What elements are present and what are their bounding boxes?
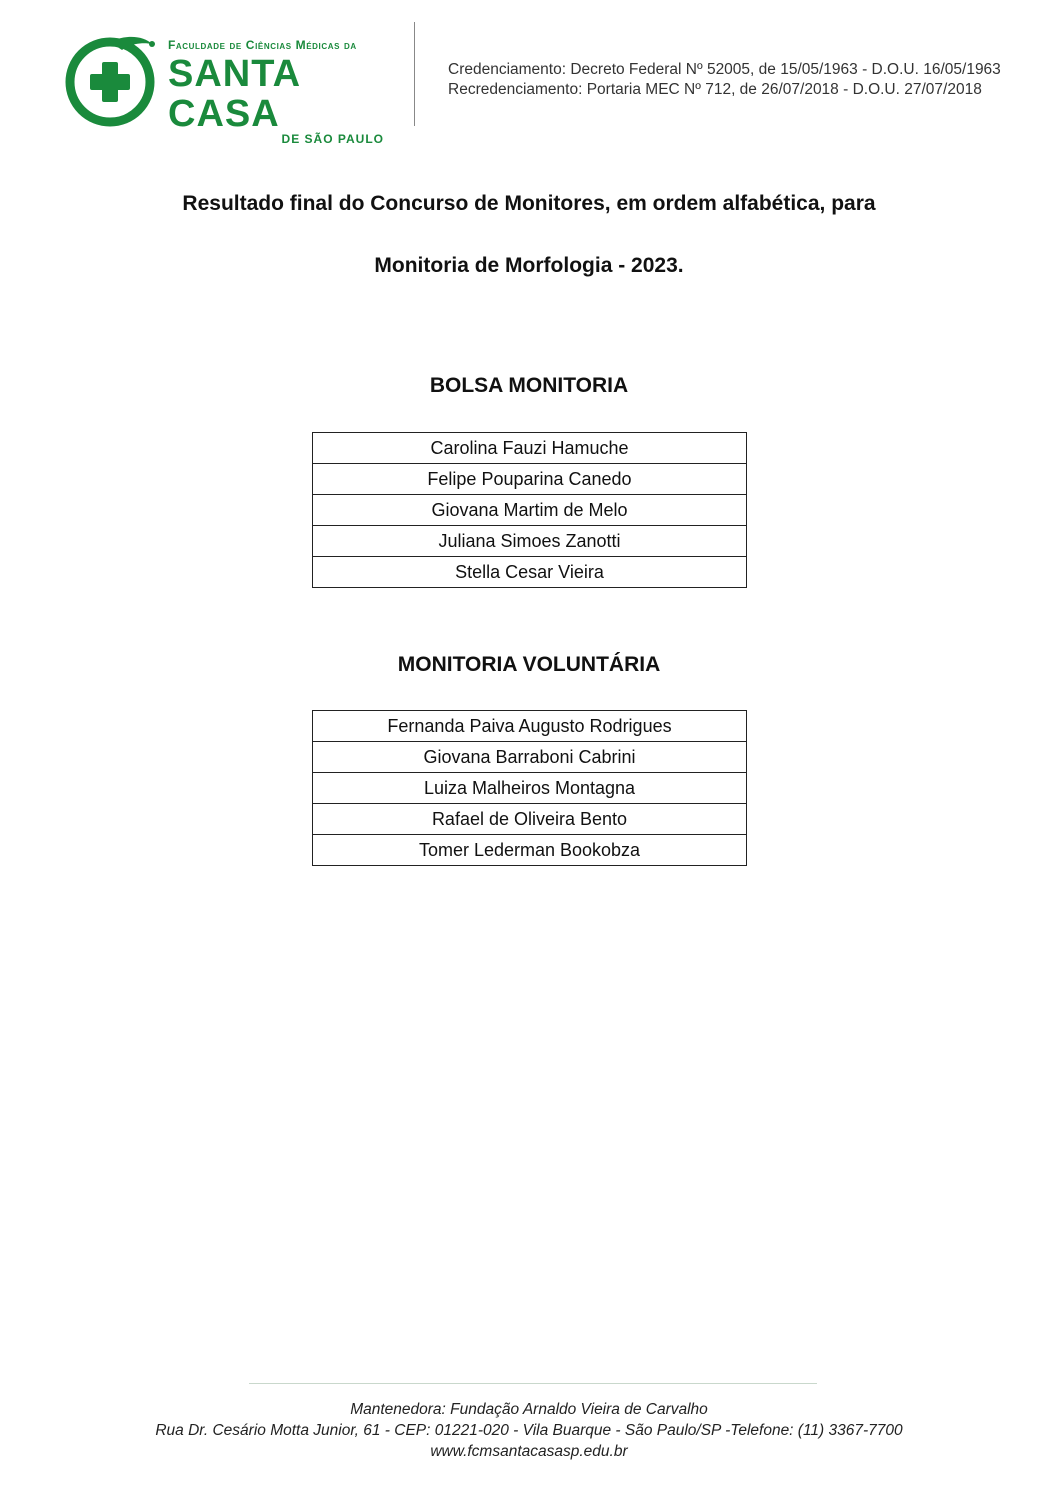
table-row [313, 742, 747, 773]
footer-divider [249, 1383, 817, 1384]
table-row [313, 495, 747, 526]
document-title-line1: Resultado final do Concurso de Monitores, em ordem alfabética, para [182, 192, 876, 215]
reaccreditation-line: Recredenciamento: Portaria MEC Nº 712, de 26/07/2018 - D.O.U. 27/07/2018 [448, 81, 982, 98]
table-row [313, 711, 747, 742]
name-cell: Felipe Pouparina Canedo [313, 464, 747, 495]
institution-logo-text [168, 38, 408, 146]
footer-address: Rua Dr. Cesário Motta Junior, 61 - CEP: 01221-020 - Vila Buarque - São Paulo/SP -Telefone: (11) 3367-7700 [155, 1422, 903, 1439]
santa-casa-cross-logo-icon [64, 32, 160, 128]
logo-line-faculdade: Faculdade de Ciências Médicas da [168, 38, 357, 52]
page-header [0, 0, 1058, 146]
footer-maintainer: Mantenedora: Fundação Arnaldo Vieira de Carvalho [350, 1401, 708, 1418]
logo-line-santa-casa: SANTA CASA [168, 53, 300, 135]
name-cell: Rafael de Oliveira Bento [313, 804, 747, 835]
name-cell: Fernanda Paiva Augusto Rodrigues [313, 711, 747, 742]
accreditation-block [448, 60, 1001, 100]
section-heading-bolsa: BOLSA MONITORIA [429, 374, 629, 397]
table-row [313, 804, 747, 835]
logo-line-sao-paulo: DE SÃO PAULO [281, 132, 384, 146]
name-cell: Stella Cesar Vieira [313, 557, 747, 588]
name-cell: Carolina Fauzi Hamuche [313, 433, 747, 464]
name-cell: Tomer Lederman Bookobza [313, 835, 747, 866]
name-cell: Luiza Malheiros Montagna [313, 773, 747, 804]
section-heading-voluntaria: MONITORIA VOLUNTÁRIA [397, 653, 661, 676]
header-divider [414, 22, 415, 126]
table-row [313, 773, 747, 804]
name-cell: Giovana Martim de Melo [313, 495, 747, 526]
accreditation-line: Credenciamento: Decreto Federal Nº 52005, de 15/05/1963 - D.O.U. 16/05/1963 [448, 61, 1001, 78]
name-cell: Juliana Simoes Zanotti [313, 526, 747, 557]
table-row [313, 433, 747, 464]
voluntaria-names-table [312, 710, 747, 866]
table-row [313, 526, 747, 557]
table-row [313, 464, 747, 495]
footer-website: www.fcmsantacasasp.edu.br [430, 1443, 628, 1460]
bolsa-names-table [312, 432, 747, 588]
document-title-line2: Monitoria de Morfologia - 2023. [374, 254, 684, 277]
name-cell: Giovana Barraboni Cabrini [313, 742, 747, 773]
table-row [313, 557, 747, 588]
table-row [313, 835, 747, 866]
